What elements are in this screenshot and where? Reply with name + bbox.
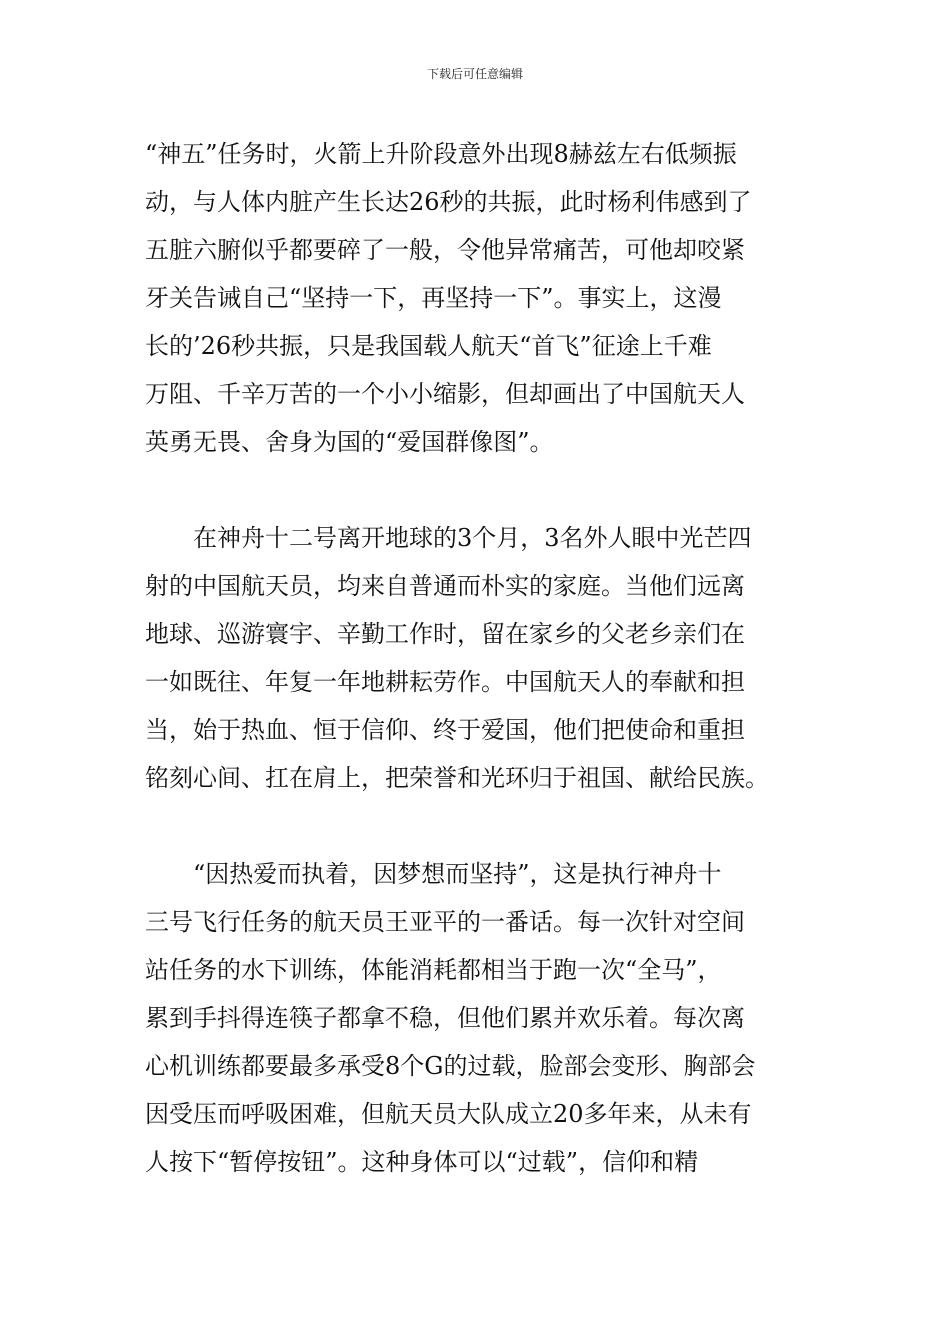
- document-body: [145, 130, 810, 1186]
- text-line: 射的中国航天员，均来自普通而朴实的家庭。当他们远离: [145, 572, 745, 600]
- text-line: 铭刻心间、扛在肩上，把荣誉和光环归于祖国、献给民族。: [145, 764, 769, 792]
- text-line: 一如既往、年复一年地耕耘劳作。中国航天人的奉献和担: [145, 668, 745, 696]
- text-line: 三号飞行任务的航天员王亚平的一番话。每一次针对空间: [145, 908, 745, 936]
- text-line: 动，与人体内脏产生长达26秒的共振，此时杨利伟感到了: [145, 188, 752, 216]
- text-line: 五脏六腑似乎都要碎了一般，令他异常痛苦，可他却咬紧: [145, 236, 745, 264]
- page-header: 下载后可任意编辑: [426, 67, 523, 81]
- text-line: 万阻、千辛万苦的一个小小缩影，但却画出了中国航天人: [145, 380, 745, 408]
- paragraph-1: [145, 130, 810, 466]
- paragraph-3: [145, 850, 810, 1186]
- text-line: 因受压而呼吸困难，但航天员大队成立20多年来，从未有: [145, 1100, 752, 1128]
- text-line: “因热爱而执着，因梦想而坚持”，这是执行神舟十: [145, 860, 722, 888]
- text-line: 站任务的水下训练，体能消耗都相当于跑一次“全马”，: [145, 956, 722, 984]
- text-line: 地球、巡游寰宇、辛勤工作时，留在家乡的父老乡亲们在: [145, 620, 745, 648]
- text-line: 心机训练都要最多承受8个G的过载，脸部会变形、胸部会: [145, 1052, 756, 1080]
- text-line: 牙关告诫自己“坚持一下，再坚持一下”。事实上，这漫: [145, 284, 722, 312]
- text-line: 累到手抖得连筷子都拿不稳，但他们累并欢乐着。每次离: [145, 1004, 745, 1032]
- text-line: 长的’26秒共振，只是我国载人航天“首飞”征途上千难: [145, 332, 712, 360]
- paragraph-2: [145, 514, 810, 802]
- text-line: 当，始于热血、恒于信仰、终于爱国，他们把使命和重担: [145, 716, 745, 744]
- text-line: 英勇无畏、舍身为国的“爱国群像图”。: [145, 428, 554, 456]
- text-line: 在神舟十二号离开地球的3个月，3名外人眼中光芒四: [145, 524, 752, 552]
- text-line: “神五”任务时，火箭上升阶段意外出现8赫兹左右低频振: [145, 140, 737, 168]
- text-line: 人按下“暂停按钮”。这种身体可以“过载”，信仰和精: [145, 1148, 699, 1176]
